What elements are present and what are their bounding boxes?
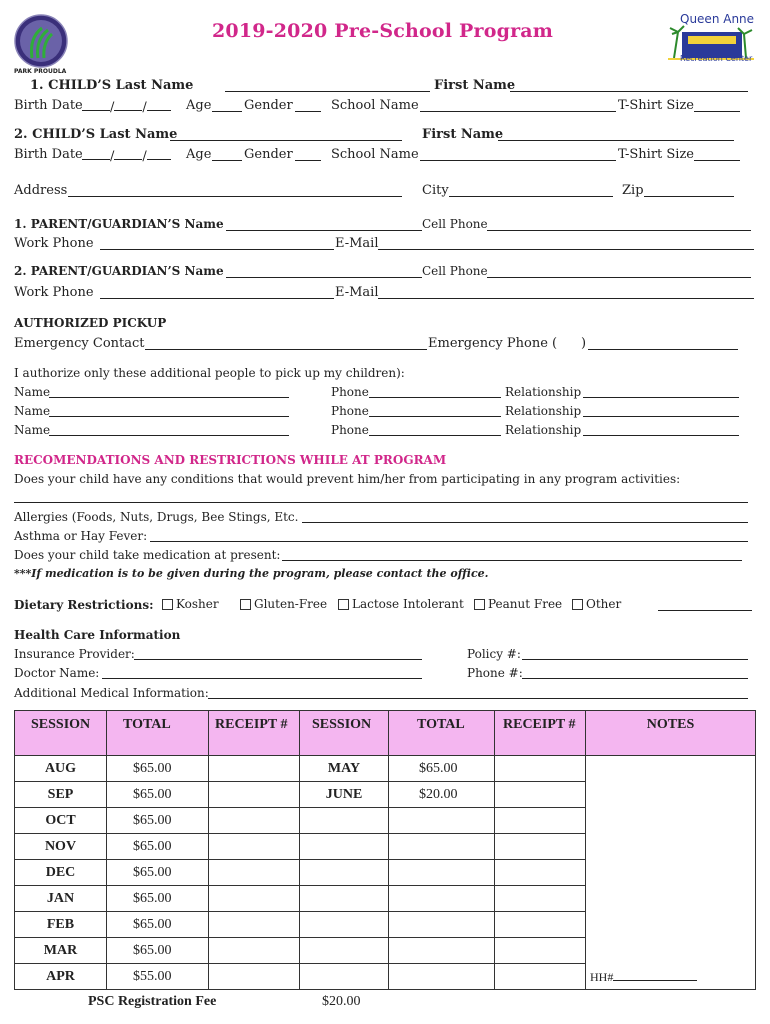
parent1-name-input[interactable] [226,218,422,231]
notes-cell[interactable] [586,756,756,990]
session-total: $65.00 [107,834,209,860]
session-total: $65.00 [107,912,209,938]
pickup1-name-input[interactable] [49,385,289,398]
session-month: SEP [15,782,107,808]
gluten-free-label: Gluten-Free [254,597,328,611]
address-label: Address [14,183,68,198]
session-month: JUNE [300,782,389,808]
empty-cell[interactable] [300,912,389,938]
child1-school-input[interactable] [420,99,616,112]
asthma-label: Asthma or Hay Fever: [14,529,148,543]
pickup1-phone-label: Phone [331,385,369,399]
parent1-work-input[interactable] [100,237,334,250]
emergency-phone-input[interactable] [588,337,738,350]
health-heading: Health Care Information [14,628,181,642]
lactose-checkbox[interactable] [338,599,349,610]
kosher-checkbox[interactable] [162,599,173,610]
empty-cell[interactable] [495,834,586,860]
conditions-input[interactable] [14,490,748,503]
parent2-work-label: Work Phone [14,285,94,300]
parent1-cell-input[interactable] [487,218,751,231]
child2-gender-label: Gender [244,147,293,162]
parent1-email-label: E-Mail [335,236,379,251]
pickup2-name-label: Name [14,404,51,418]
child1-gender-input[interactable] [295,99,321,112]
gluten-free-checkbox[interactable] [240,599,251,610]
other-input[interactable] [658,598,752,611]
session-total: $65.00 [107,808,209,834]
empty-cell[interactable] [300,964,389,990]
parent2-cell-input[interactable] [487,265,751,278]
phone-input[interactable] [522,666,748,679]
park-logo-text: PARK PROUDLA [14,68,67,75]
emergency-phone-paren: ) [581,336,587,351]
authorize-text: I authorize only these additional people to pick up my children): [14,366,405,380]
pickup1-phone-input[interactable] [369,385,501,398]
empty-cell[interactable] [300,834,389,860]
pickup3-phone-label: Phone [331,423,369,437]
receipt-cell[interactable] [209,756,300,782]
empty-cell[interactable] [389,808,495,834]
empty-cell[interactable] [495,860,586,886]
dietary-gluten-free[interactable] [240,597,327,611]
other-checkbox[interactable] [572,599,583,610]
session-total: $65.00 [107,860,209,886]
session-month: APR [15,964,107,990]
pickup2-phone-label: Phone [331,404,369,418]
registration-fee-label: PSC Registration Fee [88,994,217,1009]
pickup3-phone-input[interactable] [369,423,501,436]
child2-age-label: Age [186,147,212,162]
pickup2-relationship-label: Relationship [505,404,582,418]
additional-label: Additional Medical Information: [14,686,209,700]
empty-cell[interactable] [300,808,389,834]
receipt-cell[interactable] [209,912,300,938]
header-total-2: TOTAL [389,711,495,756]
empty-cell[interactable] [495,912,586,938]
empty-cell[interactable] [389,886,495,912]
dietary-lactose[interactable] [338,597,464,611]
receipt-cell[interactable] [209,964,300,990]
empty-cell[interactable] [389,834,495,860]
child2-first-name-input[interactable] [498,128,734,141]
emergency-contact-label: Emergency Contact [14,336,145,351]
child2-last-name-label: 2. CHILD’S Last Name [14,127,178,142]
asthma-input[interactable] [150,529,748,542]
session-month: AUG [15,756,107,782]
header-receipt: RECEIPT # [209,711,300,756]
empty-cell[interactable] [389,964,495,990]
receipt-cell[interactable] [209,860,300,886]
header-notes: NOTES [586,711,756,756]
child2-tshirt-input[interactable] [694,148,740,161]
session-month: MAR [15,938,107,964]
pickup1-relationship-input[interactable] [583,385,739,398]
parent1-email-input[interactable] [378,237,754,250]
peanut-label: Peanut Free [488,597,563,611]
session-total: $20.00 [389,782,495,808]
session-month: DEC [15,860,107,886]
empty-cell[interactable] [389,860,495,886]
pickup3-name-label: Name [14,423,51,437]
kosher-label: Kosher [176,597,219,611]
pickup2-name-input[interactable] [49,404,289,417]
doctor-input[interactable] [102,666,422,679]
parent2-name-input[interactable] [226,265,422,278]
receipt-cell[interactable] [495,782,586,808]
child2-last-name-input[interactable] [170,128,402,141]
empty-cell[interactable] [389,912,495,938]
recommend-heading: RECOMENDATIONS AND RESTRICTIONS WHILE AT PROGRAM [14,453,447,467]
lactose-label: Lactose Intolerant [352,597,464,611]
fees-table [14,710,756,990]
empty-cell[interactable] [389,938,495,964]
receipt-cell[interactable] [209,886,300,912]
parent2-work-input[interactable] [100,286,334,299]
header-receipt-2: RECEIPT # [495,711,586,756]
parent2-name-label: 2. PARENT/GUARDIAN’S Name [14,264,224,278]
session-total: $55.00 [107,964,209,990]
hh-label: HH# [590,970,614,984]
page-title: 2019-2020 Pre-School Program [212,20,554,42]
emergency-phone-label: Emergency Phone ( [428,336,558,351]
child1-tshirt-input[interactable] [694,99,740,112]
child1-first-name-input[interactable] [510,79,748,92]
pickup2-phone-input[interactable] [369,404,501,417]
city-input[interactable] [449,184,613,197]
receipt-cell[interactable] [495,756,586,782]
session-total: $65.00 [389,756,495,782]
allergies-label: Allergies (Foods, Nuts, Drugs, Bee Stings, Etc. [14,510,299,524]
receipt-cell[interactable] [209,782,300,808]
child1-tshirt-label: T-Shirt Size [618,98,695,113]
medication-note: ***If medication is to be given during the program, please contact the office. [14,567,489,580]
queen-anne-sub: Recreation Center [680,54,753,63]
allergies-input[interactable] [302,510,748,523]
receipt-cell[interactable] [209,808,300,834]
session-total: $65.00 [107,756,209,782]
child2-gender-input[interactable] [295,148,321,161]
child1-birth-date-input[interactable]: / / [82,98,171,115]
other-label: Other [586,597,622,611]
session-month: OCT [15,808,107,834]
receipt-cell[interactable] [209,938,300,964]
hh-input[interactable] [613,970,697,981]
parent2-email-input[interactable] [378,286,754,299]
receipt-cell[interactable] [209,834,300,860]
pickup3-name-input[interactable] [49,423,289,436]
dietary-label: Dietary Restrictions: [14,598,154,612]
parent2-email-label: E-Mail [335,285,379,300]
session-total: $65.00 [107,886,209,912]
parent1-cell-label: Cell Phone [422,217,488,231]
child1-birth-date-label: Birth Date [14,98,83,113]
empty-cell[interactable] [495,808,586,834]
empty-cell[interactable] [300,860,389,886]
child2-tshirt-label: T-Shirt Size [618,147,695,162]
child1-first-name-label: First Name [434,78,516,93]
empty-cell[interactable] [300,886,389,912]
medication-label: Does your child take medication at present: [14,548,281,562]
child2-first-name-label: First Name [422,127,504,142]
pickup1-name-label: Name [14,385,51,399]
pickup3-relationship-input[interactable] [583,423,739,436]
table-row [15,756,756,782]
child1-last-name-label: 1. CHILD’S Last Name [30,78,194,93]
fees-header-row [15,711,756,756]
medication-input[interactable] [282,548,742,561]
policy-input[interactable] [522,647,748,660]
insurance-label: Insurance Provider: [14,647,135,661]
child1-age-label: Age [186,98,212,113]
conditions-question: Does your child have any conditions that would prevent him/her from participating in any program activities: [14,472,681,486]
address-input[interactable] [68,184,402,197]
header-session-2: SESSION [300,711,389,756]
session-total: $65.00 [107,782,209,808]
empty-cell[interactable] [495,938,586,964]
pickup-heading: AUTHORIZED PICKUP [14,316,167,330]
session-month: FEB [15,912,107,938]
header-session: SESSION [15,711,107,756]
park-logo [14,14,68,68]
pickup1-relationship-label: Relationship [505,385,582,399]
session-month: JAN [15,886,107,912]
policy-label: Policy #: [467,647,521,661]
city-label: City [422,183,449,198]
session-total: $65.00 [107,938,209,964]
child2-age-input[interactable] [212,148,242,161]
header-total: TOTAL [107,711,209,756]
pickup2-relationship-input[interactable] [583,404,739,417]
child2-birth-date-label: Birth Date [14,147,83,162]
insurance-input[interactable] [134,647,422,660]
child2-birth-date-input[interactable]: / / [82,147,171,164]
dietary-kosher[interactable] [162,597,219,611]
child1-gender-label: Gender [244,98,293,113]
session-month: NOV [15,834,107,860]
empty-cell[interactable] [300,938,389,964]
queen-anne-name: Queen Anne [680,12,755,26]
child1-school-label: School Name [331,98,419,113]
dietary-other[interactable] [572,597,621,611]
registration-fee-amount: $20.00 [322,994,361,1009]
session-month: MAY [300,756,389,782]
dietary-peanut[interactable] [474,597,562,611]
emergency-contact-input[interactable] [145,337,427,350]
child1-age-input[interactable] [212,99,242,112]
child2-school-label: School Name [331,147,419,162]
child1-last-name-input[interactable] [225,79,430,92]
phone-label: Phone #: [467,666,523,680]
pickup3-relationship-label: Relationship [505,423,582,437]
zip-input[interactable] [644,184,734,197]
empty-cell[interactable] [495,964,586,990]
additional-input[interactable] [208,686,748,699]
doctor-label: Doctor Name: [14,666,100,680]
child2-school-input[interactable] [420,148,616,161]
parent1-name-label: 1. PARENT/GUARDIAN’S Name [14,217,224,231]
zip-label: Zip [622,183,644,198]
peanut-checkbox[interactable] [474,599,485,610]
empty-cell[interactable] [495,886,586,912]
parent2-cell-label: Cell Phone [422,264,488,278]
parent1-work-label: Work Phone [14,236,94,251]
